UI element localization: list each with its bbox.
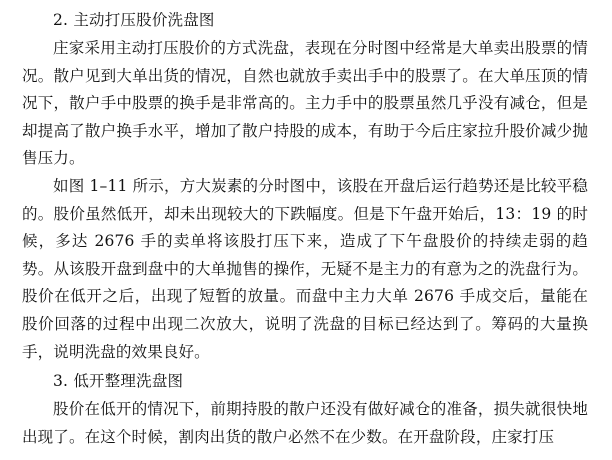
paragraph-3: 股价在低开的情况下，前期持股的散户还没有做好减仓的准备，损失就很快地出现了。在这个时候，割肉出货的散户必然不在少数。在开盘阶段，庄家打压: [22, 400, 588, 446]
section-heading-2: 2. 主动打压股价洗盘图: [53, 11, 215, 29]
paragraph-2: 如图 1–11 所示，方大炭素的分时图中，该股在开盘后运行趋势还是比较平稳的。股价虽然低开，却未出现较大的下跌幅度。但是下午盘开始后，13：19 的时候，多达 2676 手的卖单将该股打压下来，造成了下午盘股价的持续走弱的趋势。从该股开盘到盘中的大单抛售的操作，无疑不是主力的有意为之的洗盘行为。股价在低开之后，出现了短暂的放量。而盘中主力大单 2676 手成交后，量能在股价回落的过程中出现二次放大，说明了洗盘的目标已经达到了。筹码的大量换手，说明洗盘的效果良好。: [22, 176, 588, 361]
section-heading-3: 3. 低开整理洗盘图: [53, 372, 184, 391]
paragraph-1: 庄家采用主动打压股价的方式洗盘，表现在分时图中经常是大单卖出股票的情况。散户见到大单出货的情况，自然也就放手卖出手中的股票了。在大单压顶的情况下，散户手中股票的换手是非常高的。主力手中的股票虽然几乎没有减仓，但是却提高了散户换手水平，增加了散户持股的成本，有助于今后庄家拉升股价减少抛售压力。: [22, 39, 588, 168]
